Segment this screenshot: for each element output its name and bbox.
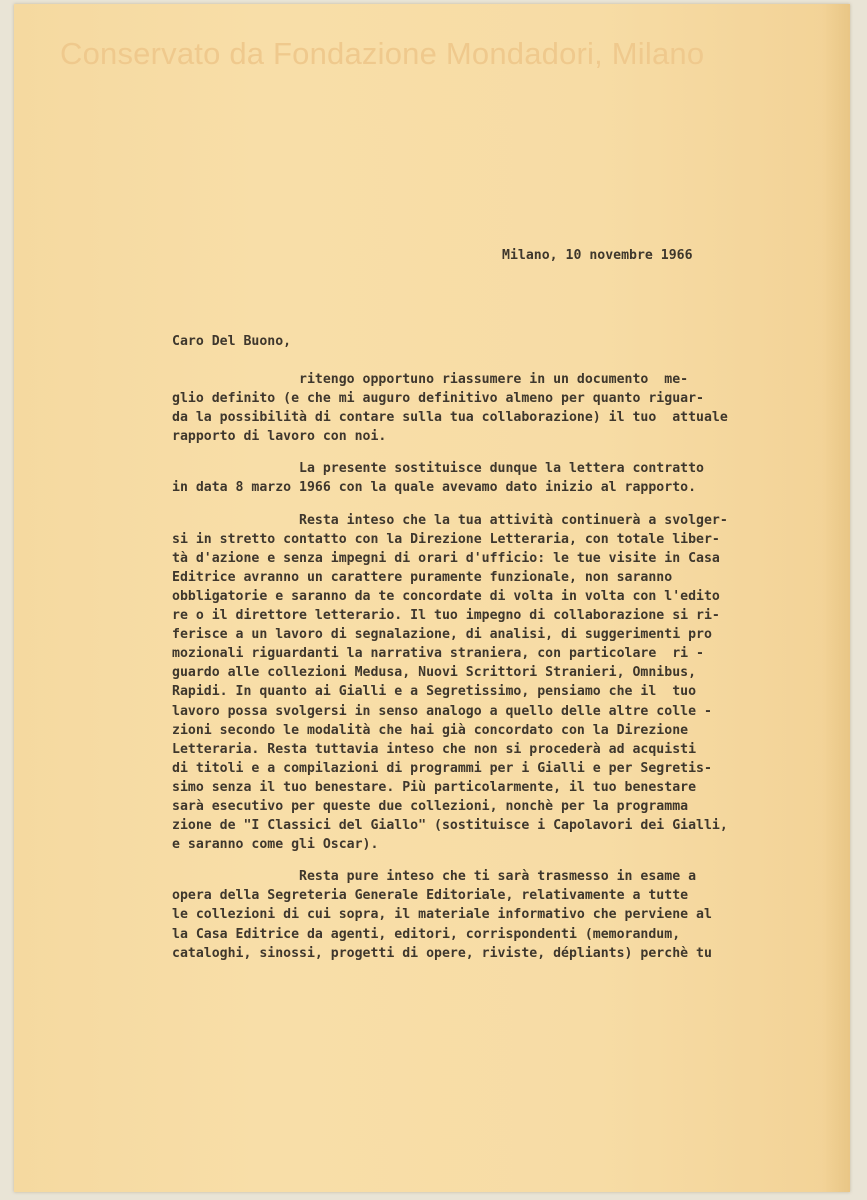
letter-line: obbligatorie e saranno da te concordate di volta in volta con l'edito <box>172 588 720 604</box>
letter-line: zione de "I Classici del Giallo" (sostituisce i Capolavori dei Gialli, <box>172 818 728 834</box>
letter-line: da la possibilità di contare sulla tua collaborazione) il tuo attuale <box>172 410 728 426</box>
letter-line: mozionali riguardanti la narrativa straniera, con particolare ri - <box>172 646 704 662</box>
letter-paragraph <box>172 867 772 962</box>
letter-line: Resta pure inteso che ti sarà trasmesso in esame a <box>172 869 697 885</box>
letter-page <box>14 4 850 1192</box>
paper-edge-shading <box>822 4 850 1192</box>
letter-line: la Casa Editrice da agenti, editori, corrispondenti (memorandum, <box>172 926 681 942</box>
letter-line: Resta inteso che la tua attività continuerà a svolger- <box>172 512 728 528</box>
letter-line: glio definito (e che mi auguro definitivo almeno per quanto riguar- <box>172 391 704 407</box>
letter-line: rapporto di lavoro con noi. <box>172 429 387 445</box>
letter-line: simo senza il tuo benestare. Più particolarmente, il tuo benestare <box>172 779 697 795</box>
letter-salutation: Caro Del Buono, <box>172 334 292 349</box>
letter-line: Rapidi. In quanto ai Gialli e a Segretissimo, pensiamo che il tuo <box>172 684 697 700</box>
letter-line: La presente sostituisce dunque la lettera contratto <box>172 461 704 477</box>
letter-line: zioni secondo le modalità che hai già concordato con la Direzione <box>172 722 689 738</box>
letter-line: si in stretto contatto con la Direzione Letteraria, con totale liber- <box>172 531 720 547</box>
letter-paragraph <box>172 459 772 497</box>
letter-line: tà d'azione e senza impegni di orari d'ufficio: le tue visite in Casa <box>172 550 720 566</box>
letter-line: Letteraria. Resta tuttavia inteso che non si procederà ad acquisti <box>172 741 697 757</box>
letter-line: opera della Segreteria Generale Editoriale, relativamente a tutte <box>172 888 689 904</box>
letter-line: re o il direttore letterario. Il tuo impegno di collaborazione si ri- <box>172 608 720 624</box>
letter-line: Editrice avranno un carattere puramente funzionale, non saranno <box>172 569 673 585</box>
letter-paragraph <box>172 370 772 446</box>
letter-line: le collezioni di cui sopra, il materiale informativo che perviene al <box>172 907 712 923</box>
letter-line: in data 8 marzo 1966 con la quale avevamo dato inizio al rapporto. <box>172 480 697 496</box>
archive-watermark: Conservato da Fondazione Mondadori, Milano <box>60 36 705 71</box>
letter-line: cataloghi, sinossi, progetti di opere, riviste, dépliants) perchè tu <box>172 945 712 961</box>
letter-line: guardo alle collezioni Medusa, Nuovi Scrittori Stranieri, Omnibus, <box>172 665 697 681</box>
letter-line: di titoli e a compilazioni di programmi per i Gialli e per Segretis- <box>172 760 712 776</box>
letter-line: sarà esecutivo per queste due collezioni, nonchè per la programma <box>172 798 689 814</box>
letter-line: lavoro possa svolgersi in senso analogo a quello delle altre colle - <box>172 703 712 719</box>
letter-paragraph <box>172 511 772 855</box>
letter-line: ferisce a un lavoro di segnalazione, di analisi, di suggerimenti pro <box>172 627 712 643</box>
letter-line: ritengo opportuno riassumere in un documento me- <box>172 372 689 387</box>
letter-date: Milano, 10 novembre 1966 <box>502 248 693 263</box>
letter-line: e saranno come gli Oscar). <box>172 837 379 853</box>
letter-body <box>172 370 772 976</box>
